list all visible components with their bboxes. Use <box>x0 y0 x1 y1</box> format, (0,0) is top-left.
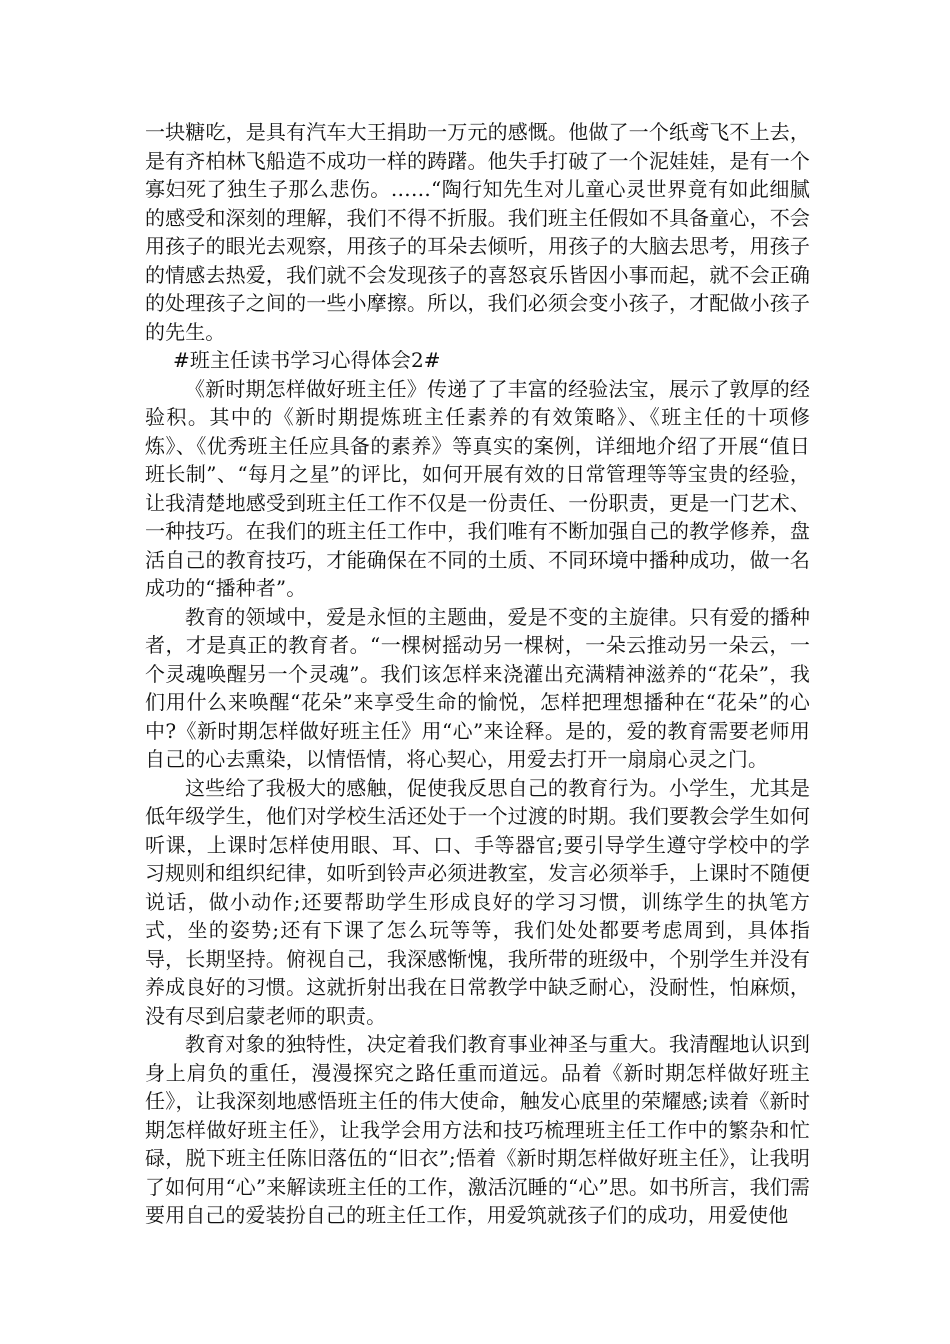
paragraph: 教育对象的独特性，决定着我们教育事业神圣与重大。我清醒地认识到身上肩负的重任，漫漫探究之路任重而道远。品着《新时期怎样做好班主任》，让我深刻地感悟班主任的伟大使命，触发心底里的荣耀感;读着《新时期怎样做好班主任》，让我学会用方法和技巧梳理班主任工作中的繁杂和忙碌，脱下班主任陈旧落伍的“旧衣”;悟着《新时期怎样做好班主任》，让我明了如何用“心”来解读班主任的工作，激活沉睡的“心”思。如书所言，我们需要用自己的爱装扮自己的班主任工作，用爱筑就孩子们的成功，用爱使他 <box>145 1032 810 1227</box>
paragraph-continuation: 一块糖吃，是具有汽车大王捐助一万元的感慨。他做了一个纸鸢飞不上去，是有齐柏林飞船造不成功一样的踌躇。他失手打破了一个泥娃娃，是有一个寡妇死了独生子那么悲伤。……“陶行知先生对儿童心灵世界竟有如此细腻的感受和深刻的理解，我们不得不折服。我们班主任假如不具备童心，不会用孩子的眼光去观察，用孩子的耳朵去倾听，用孩子的大脑去思考，用孩子的情感去热爱，我们就不会发现孩子的喜怒哀乐皆因小事而起，就不会正确的处理孩子之间的一些小摩擦。所以，我们必须会变小孩子，才配做小孩子的先生。 <box>145 120 810 344</box>
paragraph: 教育的领域中，爱是永恒的主题曲，爱是不变的主旋律。只有爱的播种者，才是真正的教育者。“一棵树摇动另一棵树，一朵云推动另一朵云，一个灵魂唤醒另一个灵魂”。我们该怎样来浇灌出充满精神滋养的“花朵”，我们用什么来唤醒“花朵”来享受生命的愉悦，怎样把理想播种在“花朵”的心中?《新时期怎样做好班主任》用“心”来诠释。是的，爱的教育需要老师用自己的心去熏染，以情悟情，将心契心，用爱去打开一扇扇心灵之门。 <box>145 604 810 771</box>
section-heading: #班主任读书学习心得体会2# <box>173 348 441 372</box>
document-page <box>145 118 810 1230</box>
paragraph: 这些给了我极大的感触，促使我反思自己的教育行为。小学生，尤其是低年级学生，他们对学校生活还处于一个过渡的时期。我们要教会学生如何听课，上课时怎样使用眼、耳、口、手等器官;要引导学生遵守学校中的学习规则和组织纪律，如听到铃声必须进教室，发言必须举手，上课时不随便说话，做小动作;还要帮助学生形成良好的学习习惯，训练学生的执笔方式，坐的姿势;还有下课了怎么玩等等，我们处处都要考虑周到，具体指导，长期坚持。俯视自己，我深感惭愧，我所带的班级中，个别学生并没有养成良好的习惯。这就折射出我在日常教学中缺乏耐心，没耐性，怕麻烦，没有尽到启蒙老师的职责。 <box>145 775 810 1028</box>
paragraph: 《新时期怎样做好班主任》传递了了丰富的经验法宝，展示了敦厚的经验积。其中的《新时期提炼班主任素养的有效策略》、《班主任的十项修炼》、《优秀班主任应具备的素养》等真实的案例，详细地介绍了开展“值日班长制”、“每月之星”的评比，如何开展有效的日常管理等等宝贵的经验，让我清楚地感受到班主任工作不仅是一份责任、一份职责，更是一门艺术、一种技巧。在我们的班主任工作中，我们唯有不断加强自己的教学修养，盘活自己的教育技巧，才能确保在不同的土质、不同环境中播种成功，做一名成功的“播种者”。 <box>145 376 810 600</box>
